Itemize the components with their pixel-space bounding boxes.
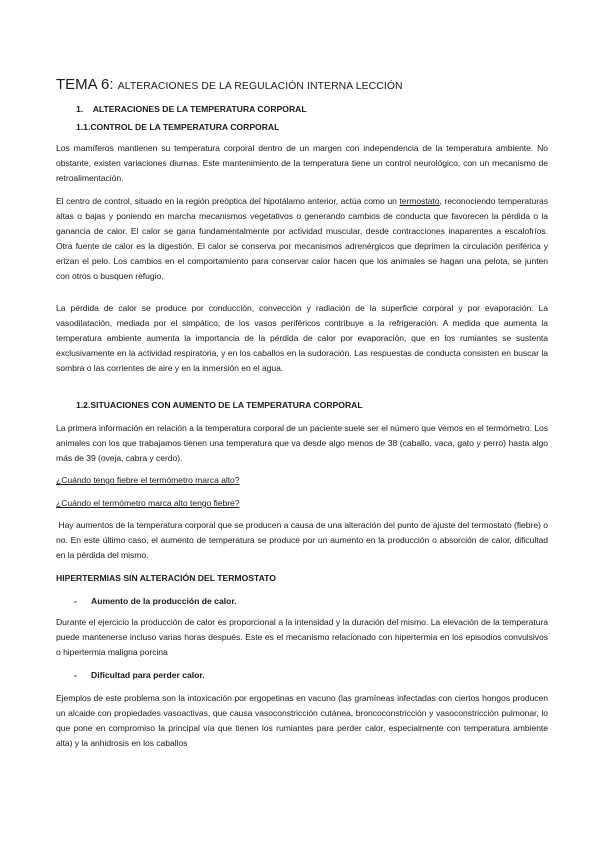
bullet-item-2 (74, 669, 205, 682)
paragraph-7: Ejemplos de este problema son la intoxicación por ergopetinas en vacuno (las gramíneas infectadas con ciertos hongos producen un alcaide con propiedades vasoactivas, que causa vasoconstricción cutánea, broncoconstricción y vasoconstricción pulmonar, lo que pone en compromiso la principal vía que tienen los rumiantes para perder calor, especialmente con temperatura ambiente alta) y la anhidrosis en los caballos (56, 693, 548, 748)
paragraph-6: Durante el ejercicio la producción de calor es proporcional a la intensidad y la duración del mismo. La elevación de la temperatura puede mantenerse incluso varias horas después. Este es el mecanismo relacionado con hipertermia en los episodios convulsivos o hipertermia maligna porcina (56, 617, 548, 657)
page-title (56, 76, 403, 96)
bullet-text: Aumento de la producción de calor. (91, 596, 237, 606)
heading-1-2: 1.2.SITUACIONES CON AUMENTO DE LA TEMPERATURA CORPORAL (76, 400, 363, 410)
bullet-dash: - (74, 670, 77, 680)
paragraph-2-start: El centro de control, situado en la región preóptica del hipotálamo anterior, actúa como un (56, 196, 400, 206)
termostato-term: termostato (399, 196, 440, 206)
heading-1-1: 1.1.CONTROL DE LA TEMPERATURA CORPORAL (76, 122, 280, 132)
bullet-dash: - (74, 596, 77, 606)
bullet-text: Dificultad para perder calor. (91, 670, 205, 680)
paragraph-5: Hay aumentos de la temperatura corporal que se producen a causa de una alteración del punto de ajuste del termostato (fiebre) o no. En este último caso, el aumento de temperatura se produce por un aumento en la producción o absorción de calor, dificultad en la pérdida del mismo. (56, 520, 548, 560)
paragraph-2 (56, 194, 548, 284)
paragraph-4: La primera información en relación a la temperatura corporal de un paciente suele ser el número que vemos en el termómetro. Los animales con los que trabajamos tienen una temperatura que va desde algo menos de 38 (caballo, vaca, gato y perro) hasta algo más de 39 (oveja, cabra y cerdo). (56, 423, 548, 463)
heading-hipertermias: HIPERTERMIAS SIN ALTERACIÓN DEL TERMOSTATO (56, 573, 276, 583)
paragraph-2-end: , reconociendo temperaturas altas o bajas y poniendo en marcha mecanismos vegetativos o generando cambios de conducta que favorecen la pérdida o la ganancia de calor. El calor se gana fundamentalmente por actividad muscular, desde contracciones inaparentes a escalofríos. Otra fuente de calor es la digestión. El calor se conserva por mecanismos adrenérgicos que deprimen la circulación periférica y erizan el pelo. Los cambios en el comportamiento para conservar calor hacen que los animales se hagan una pelota, se junten con otros o busquen refugio. (56, 196, 548, 281)
bullet-item-1 (74, 595, 237, 608)
title-main: TEMA 6: (56, 76, 118, 93)
question-2: ¿Cuándo el termómetro marca alto tengo fiebre? (56, 498, 240, 508)
paragraph-3: La pérdida de calor se produce por conducción, convección y radiación de la superficie corporal y por evaporación. La vasodilatación, mediada por el simpático, de los vasos periféricos contribuye a la refrigeración. A medida que aumenta la temperatura ambiente aumenta la importancia de la pérdida de calor por evaporación, que en los rumiantes se sustenta exclusivamente en la actividad respiratoria, y en los caballos en la sudoración. Las respuestas de conducta consisten en buscar la sombra o las corrientes de aire y en la inmersión en el agua. (56, 303, 548, 373)
title-subtitle: ALTERACIONES DE LA REGULACIÓN INTERNA LECCIÓN (117, 81, 403, 92)
question-1: ¿Cuándo tengo fiebre el termómetro marca alto? (56, 475, 240, 485)
heading-1: 1. ALTERACIONES DE LA TEMPERATURA CORPORAL (76, 104, 307, 114)
paragraph-1: Los mamíferos mantienen su temperatura corporal dentro de un margen con independencia de la temperatura ambiente. No obstante, existen variaciones diurnas. Este mantenimiento de la temperatura tiene un control neurológico, con un mecanismo de retroalimentación. (56, 143, 548, 183)
